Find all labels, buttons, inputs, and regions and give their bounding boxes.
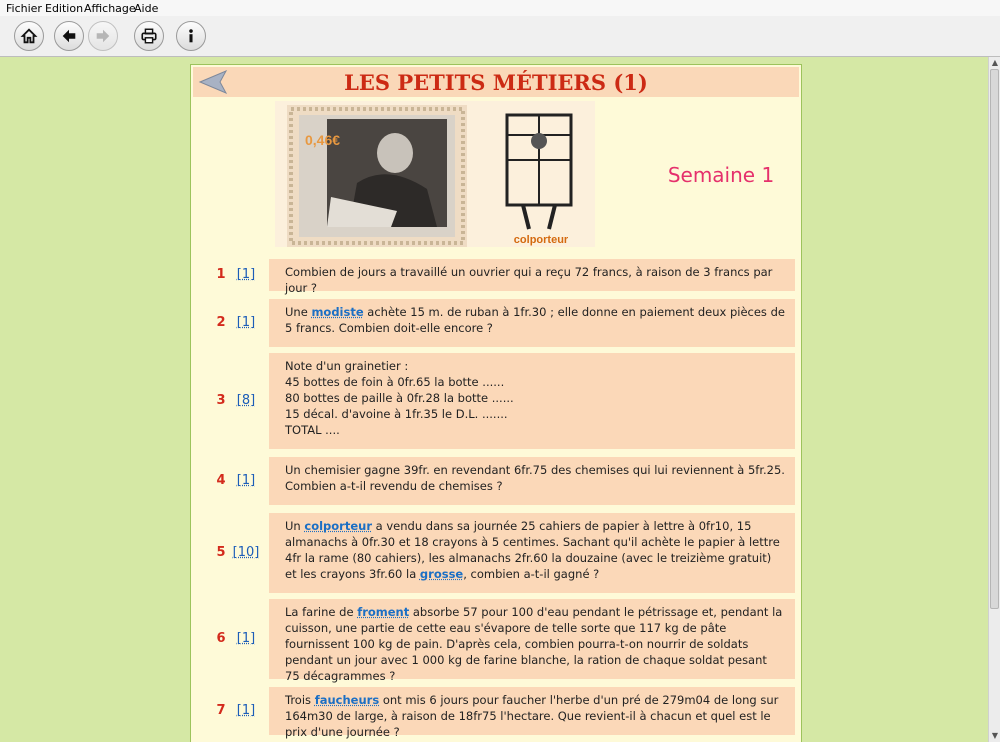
scroll-up-icon[interactable]: ▲ <box>991 58 999 67</box>
question-text-part: , combien a-t-il gagné ? <box>463 567 600 581</box>
question-points-link[interactable]: [8] <box>236 393 256 408</box>
question-text-part: Trois <box>285 693 315 707</box>
back-button[interactable] <box>54 21 84 51</box>
menu-edition[interactable]: Edition <box>45 2 84 15</box>
question-points-link[interactable]: [1] <box>236 703 256 718</box>
glossary-link[interactable]: grosse <box>419 567 464 581</box>
question-points-link[interactable]: [1] <box>236 631 256 646</box>
question-number: 6 <box>216 631 226 646</box>
question-text-part: Un <box>285 519 305 533</box>
week-label: Semaine 1 <box>667 163 775 187</box>
question-points-link[interactable]: [10] <box>232 545 260 560</box>
stamp-value: 0,46€ <box>305 132 341 148</box>
question-number: 2 <box>216 315 226 330</box>
question-line: 45 bottes de foin à 0fr.65 la botte ...... <box>285 375 505 389</box>
question-text-part: Une <box>285 305 312 319</box>
print-button[interactable] <box>134 21 164 51</box>
question-text-part: a vendu dans sa journée 25 cahiers de papier à lettre à 0fr10, 15 almanachs à 0fr.30 et 18 crayons à 5 centimes. Sachant qu'il achète le papier à lettre 4fr la rame (80 cahiers), les almanachs 2fr.60 la douzaine (avec le treizième gratuit) et les crayons 3fr.60 la <box>285 519 780 581</box>
question-text-part: Un chemisier gagne 39fr. en revendant 6fr.75 des chemises qui lui reviennent à 5fr.25. Combien a-t-il revendu de chemises ? <box>285 463 785 493</box>
question-number: 7 <box>216 703 226 718</box>
question-line: 15 décal. d'avoine à 1fr.35 le D.L. ....... <box>285 407 508 421</box>
forward-button[interactable] <box>88 21 118 51</box>
menu-aide[interactable]: Aide <box>134 2 159 15</box>
question-text-part: La farine de <box>285 605 358 619</box>
title-bar <box>193 67 799 97</box>
menu-fichier[interactable]: Fichier <box>6 2 42 15</box>
back-arrow-icon[interactable] <box>198 70 228 94</box>
info-icon <box>182 27 200 45</box>
glossary-link[interactable]: colporteur <box>304 519 372 533</box>
question-line: TOTAL .... <box>285 423 340 437</box>
content-area <box>0 57 988 742</box>
question-text <box>269 687 795 739</box>
vertical-scrollbar[interactable] <box>988 57 1000 742</box>
glossary-link[interactable]: froment <box>357 605 410 619</box>
scroll-thumb[interactable] <box>990 69 999 609</box>
question-number: 4 <box>216 473 226 488</box>
question-line: Note d'un grainetier : <box>285 359 409 373</box>
question-text <box>269 513 795 593</box>
scroll-down-icon[interactable]: ▼ <box>991 731 999 740</box>
menu-bar <box>0 0 1000 16</box>
glossary-link[interactable]: faucheurs <box>314 693 380 707</box>
page-title: LES PETITS MÉTIERS (1) <box>344 70 648 95</box>
arrow-left-icon <box>60 27 78 45</box>
question-number: 5 <box>216 545 226 560</box>
question-text <box>269 259 795 295</box>
question-text-part: Combien de jours a travaillé un ouvrier qui a reçu 72 francs, à raison de 3 francs par jour ? <box>285 265 773 295</box>
home-icon <box>20 27 38 45</box>
question-text-part: absorbe 57 pour 100 d'eau pendant le pétrissage et, pendant la cuisson, une partie de cette eau s'évapore de telle sorte que 117 kg de pâte fournissent 100 kg de pain. D'après cela, combien pourra-t-on nourrir de soldats pendant un jour avec 1 000 kg de farine blanche, la ration de chaque soldat pesant 75 décagrammes ? <box>285 605 783 683</box>
question-text <box>269 599 795 683</box>
stamp-image <box>287 105 467 247</box>
illustration-area <box>275 101 595 247</box>
arrow-right-icon <box>94 27 112 45</box>
question-points-link[interactable]: [1] <box>236 315 256 330</box>
question-text <box>269 353 795 449</box>
question-number: 3 <box>216 393 226 408</box>
question-points-link[interactable]: [1] <box>236 473 256 488</box>
question-points-link[interactable]: [1] <box>236 267 256 282</box>
menu-affichage[interactable]: Affichage <box>84 2 136 15</box>
question-number: 1 <box>216 267 226 282</box>
info-button[interactable] <box>176 21 206 51</box>
question-text-part: achète 15 m. de ruban à 1fr.30 ; elle donne en paiement deux pièces de 5 francs. Combien doit-elle encore ? <box>285 305 785 335</box>
toolbar <box>0 16 1000 57</box>
colporteur-caption: colporteur <box>513 234 569 246</box>
home-button[interactable] <box>14 21 44 51</box>
question-text <box>269 457 795 505</box>
printer-icon <box>140 27 158 45</box>
question-line: 80 bottes de paille à 0fr.28 la botte ...... <box>285 391 514 405</box>
exercise-page <box>190 64 802 742</box>
colporteur-image <box>489 105 593 247</box>
glossary-link[interactable]: modiste <box>311 305 364 319</box>
question-text <box>269 299 795 347</box>
question-text-part: ont mis 6 jours pour faucher l'herbe d'un pré de 279m04 de long sur 164m30 de large, à raison de 18fr75 l'hectare. Que revient-il à chacun et quel est le prix d'une journée ? <box>285 693 779 739</box>
